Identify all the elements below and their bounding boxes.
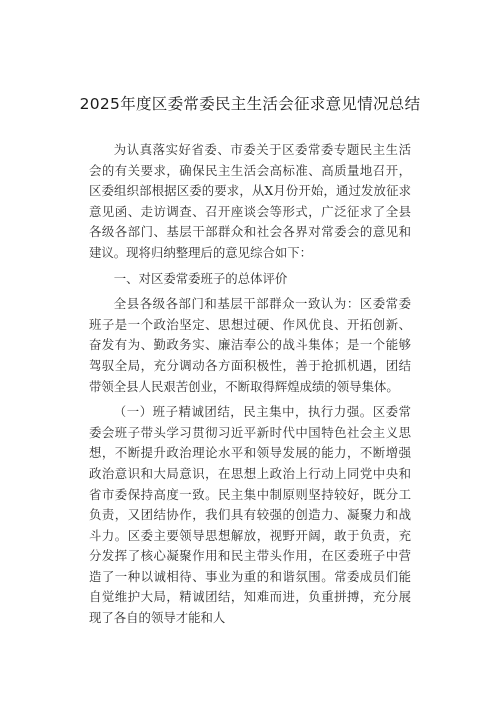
unity-paragraph: （一）班子精诚团结，民主集中，执行力强。区委常委会班子带头学习贯彻习近平新时代中国特色社会主义思想，不断提升政治理论水平和领导发展的能力，不断增强政治意识和大局意识，在思想上政治上行动上同党中央和省市委保持高度一致。民主集中制原则坚持较好，既分工负责，又团结协作，我们具有较强的创造力、凝聚力和战斗力。区委主要领导思想解放，视野开阔，敢于负责，充分发挥了核心凝聚作用和民主带头作用，在区委班子中营造了一种以诚相待、事业为重的和谐氛围。常委成员们能自觉维护大局，精诚团结，知难而进，负重拼搏，充分展现了各自的领导才能和人 (89, 404, 411, 626)
document-title: 2025年度区委常委民主生活会征求意见情况总结 (79, 95, 421, 113)
intro-paragraph: 为认真落实好省委、市委关于区委常委专题民主生活会的有关要求，确保民主生活会高标准、高质量地召开，区委组织部根据区委的要求，从X月份开始，通过发放征求意见函、走访调查、召开座谈会等形式，广泛征求了全县各级各部门、基层干部群众和社会各界对常委会的意见和建议。现将归纳整理后的意见综合如下： (89, 142, 411, 260)
document-body (89, 140, 411, 629)
overall-evaluation-paragraph: 全县各级各部门和基层干部群众一致认为：区委常委班子是一个政治坚定、思想过硬、作风优良、开拓创新、奋发有为、勤政务实、廉洁奉公的战斗集体；是一个能够驾驭全局，充分调动各方面积极性，善于抢抓机遇，团结带领全县人民艰苦创业，不断取得辉煌成绩的领导集体。 (89, 296, 411, 394)
section-heading: 一、对区委常委班子的总体评价 (113, 270, 288, 286)
